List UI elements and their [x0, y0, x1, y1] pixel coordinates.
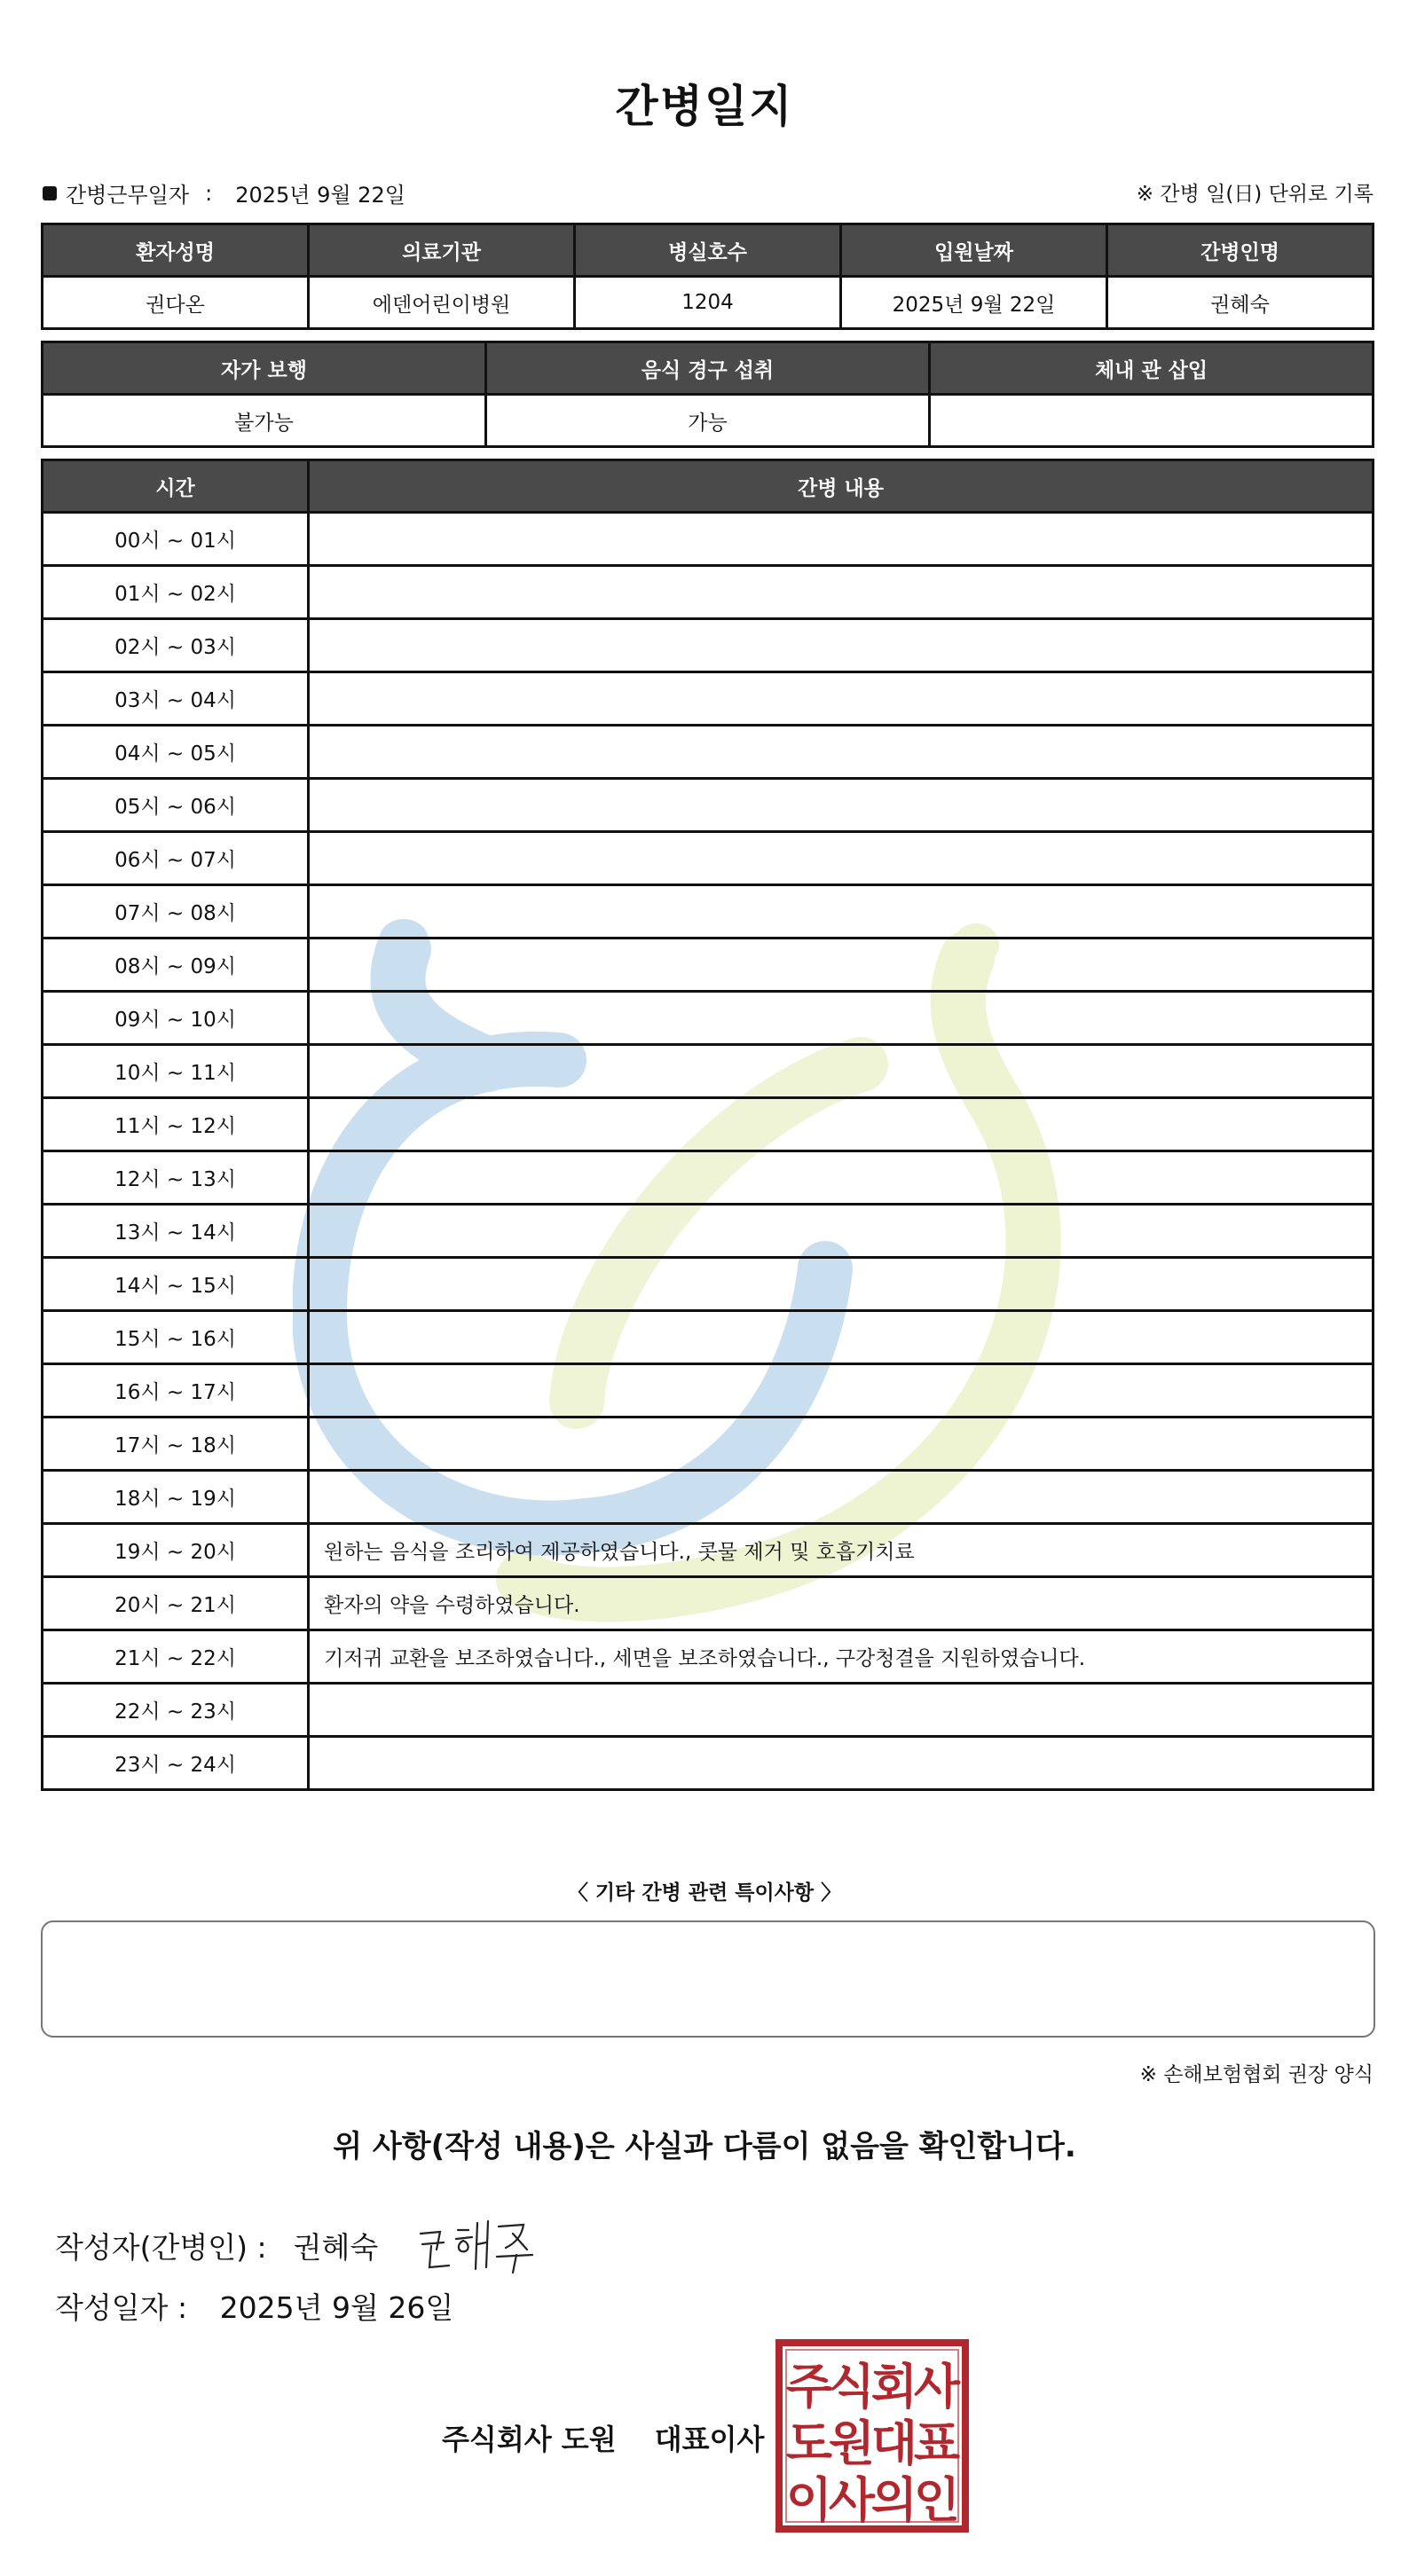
log-time: 01시 ~ 02시: [43, 566, 309, 619]
work-date-colon: :: [205, 180, 213, 206]
log-content: [309, 1258, 1374, 1311]
log-row: [43, 513, 1374, 566]
log-content: [309, 1151, 1374, 1205]
header-time: 시간: [43, 460, 309, 513]
self-walking-value: 불가능: [43, 395, 486, 447]
header-oral-intake: 음식 경구 섭취: [486, 342, 930, 395]
written-date-value: 2025년 9월 26일: [219, 2290, 454, 2325]
written-date-row: [55, 2285, 453, 2327]
writer-name: 권혜숙: [293, 2229, 379, 2265]
company-seal-stamp: [774, 2337, 971, 2534]
log-row: [43, 1364, 1374, 1418]
hospital-name: 에덴어린이병원: [309, 277, 575, 329]
representative-title: 대표이사: [654, 2423, 765, 2456]
log-time: 03시 ~ 04시: [43, 672, 309, 726]
log-row: [43, 1098, 1374, 1151]
log-row: [43, 1205, 1374, 1258]
patient-header-row: [43, 224, 1374, 277]
svg-text:사: 사: [913, 2359, 961, 2415]
log-row: [43, 885, 1374, 939]
log-content: [309, 619, 1374, 672]
log-time: 00시 ~ 01시: [43, 513, 309, 566]
log-time: 21시 ~ 22시: [43, 1630, 309, 1684]
svg-text:인: 인: [913, 2472, 961, 2528]
log-row: [43, 566, 1374, 619]
status-header-row: [43, 342, 1374, 395]
log-time: 04시 ~ 05시: [43, 726, 309, 779]
log-time: 18시 ~ 19시: [43, 1471, 309, 1524]
company-signature-line: [442, 2417, 764, 2458]
log-content: [309, 992, 1374, 1045]
log-time: 16시 ~ 17시: [43, 1364, 309, 1418]
log-row: [43, 1311, 1374, 1364]
writer-row: [55, 2214, 547, 2276]
log-content: 환자의 약을 수령하였습니다.: [309, 1577, 1374, 1630]
log-row: [43, 1471, 1374, 1524]
work-date-label: 간병근무일자: [66, 183, 190, 208]
header-admission-date: 입원날짜: [841, 224, 1107, 277]
log-time: 07시 ~ 08시: [43, 885, 309, 939]
svg-text:의: 의: [870, 2472, 918, 2528]
log-time: 15시 ~ 16시: [43, 1311, 309, 1364]
log-content: [309, 1684, 1374, 1737]
log-content: [309, 885, 1374, 939]
log-row: [43, 1418, 1374, 1471]
header-caregiver-name: 간병인명: [1107, 224, 1374, 277]
log-time: 08시 ~ 09시: [43, 939, 309, 992]
svg-text:이: 이: [785, 2472, 833, 2528]
log-time: 02시 ~ 03시: [43, 619, 309, 672]
tube-insertion-value: [930, 395, 1374, 447]
log-content: [309, 1737, 1374, 1790]
log-content: [309, 1311, 1374, 1364]
header-patient-name: 환자성명: [43, 224, 309, 277]
header-care-content: 간병 내용: [309, 460, 1374, 513]
log-time: 10시 ~ 11시: [43, 1045, 309, 1098]
oral-intake-value: 가능: [486, 395, 930, 447]
work-date-value: 2025년 9월 22일: [235, 183, 405, 208]
log-time: 20시 ~ 21시: [43, 1577, 309, 1630]
svg-text:대: 대: [870, 2415, 918, 2471]
handwritten-signature: [413, 2214, 547, 2276]
log-time: 09시 ~ 10시: [43, 992, 309, 1045]
log-time: 06시 ~ 07시: [43, 832, 309, 885]
log-row: [43, 1258, 1374, 1311]
writer-label: 작성자(간병인) :: [55, 2229, 267, 2265]
log-content: [309, 779, 1374, 832]
log-content: [309, 1364, 1374, 1418]
log-content: 원하는 음식을 조리하여 제공하였습니다., 콧물 제거 및 호흡기치료: [309, 1524, 1374, 1577]
log-content: [309, 1205, 1374, 1258]
admission-date: 2025년 9월 22일: [841, 277, 1107, 329]
page-title: 간병일지: [615, 81, 794, 132]
log-time: 13시 ~ 14시: [43, 1205, 309, 1258]
log-row: [43, 726, 1374, 779]
svg-text:원: 원: [828, 2415, 876, 2471]
svg-text:사: 사: [828, 2472, 876, 2528]
log-time: 22시 ~ 23시: [43, 1684, 309, 1737]
unit-note: ※ 간병 일(日) 단위로 기록: [1136, 183, 1374, 206]
other-notes-title: 〈 기타 간병 관련 특이사항 〉: [567, 1881, 842, 1905]
status-value-row: [43, 395, 1374, 447]
log-row: [43, 779, 1374, 832]
header-hospital: 의료기관: [309, 224, 575, 277]
patient-value-row: [43, 277, 1374, 329]
log-content: [309, 832, 1374, 885]
log-row: [43, 1684, 1374, 1737]
log-row: [43, 1045, 1374, 1098]
log-content: [309, 939, 1374, 992]
log-content: [309, 566, 1374, 619]
other-notes-box: [41, 1920, 1375, 2038]
log-time: 05시 ~ 06시: [43, 779, 309, 832]
log-row: [43, 672, 1374, 726]
log-content: [309, 1045, 1374, 1098]
svg-text:식: 식: [828, 2359, 876, 2415]
svg-text:표: 표: [913, 2415, 961, 2471]
log-content: [309, 1098, 1374, 1151]
svg-text:주: 주: [785, 2359, 833, 2415]
log-time: 14시 ~ 15시: [43, 1258, 309, 1311]
written-date-label: 작성일자 :: [55, 2290, 188, 2325]
log-row: [43, 1737, 1374, 1790]
log-row: [43, 1577, 1374, 1630]
hourly-care-log-table: [41, 459, 1374, 1791]
log-row: [43, 832, 1374, 885]
log-time: 11시 ~ 12시: [43, 1098, 309, 1151]
caregiver-name: 권혜숙: [1107, 277, 1374, 329]
bullet-square-icon: [43, 186, 57, 200]
log-content: [309, 726, 1374, 779]
patient-status-table: [41, 341, 1374, 448]
log-content: [309, 1471, 1374, 1524]
patient-name: 권다온: [43, 277, 309, 329]
company-name: 주식회사 도원: [442, 2423, 617, 2456]
log-row: [43, 1151, 1374, 1205]
log-time: 19시 ~ 20시: [43, 1524, 309, 1577]
patient-info-table: [41, 223, 1374, 330]
form-source-note: ※ 손해보험협회 권장 양식: [1139, 2063, 1374, 2086]
svg-text:회: 회: [870, 2359, 918, 2415]
log-row: [43, 939, 1374, 992]
log-content: 기저귀 교환을 보조하였습니다., 세면을 보조하였습니다., 구강청결을 지원하였습니다.: [309, 1630, 1374, 1684]
log-content: [309, 672, 1374, 726]
log-row: [43, 992, 1374, 1045]
log-content: [309, 513, 1374, 566]
room-number: 1204: [575, 277, 841, 329]
log-time: 12시 ~ 13시: [43, 1151, 309, 1205]
log-content: [309, 1418, 1374, 1471]
confirmation-statement: 위 사항(작성 내용)은 사실과 다름이 없음을 확인합니다.: [333, 2129, 1076, 2164]
header-room-number: 병실호수: [575, 224, 841, 277]
log-row: [43, 1524, 1374, 1577]
header-tube-insertion: 체내 관 삽입: [930, 342, 1374, 395]
log-row: [43, 1630, 1374, 1684]
header-self-walking: 자가 보행: [43, 342, 486, 395]
log-header-row: [43, 460, 1374, 513]
svg-text:도: 도: [785, 2415, 833, 2471]
log-time: 17시 ~ 18시: [43, 1418, 309, 1471]
work-date-row: [43, 177, 405, 208]
log-row: [43, 619, 1374, 672]
log-time: 23시 ~ 24시: [43, 1737, 309, 1790]
